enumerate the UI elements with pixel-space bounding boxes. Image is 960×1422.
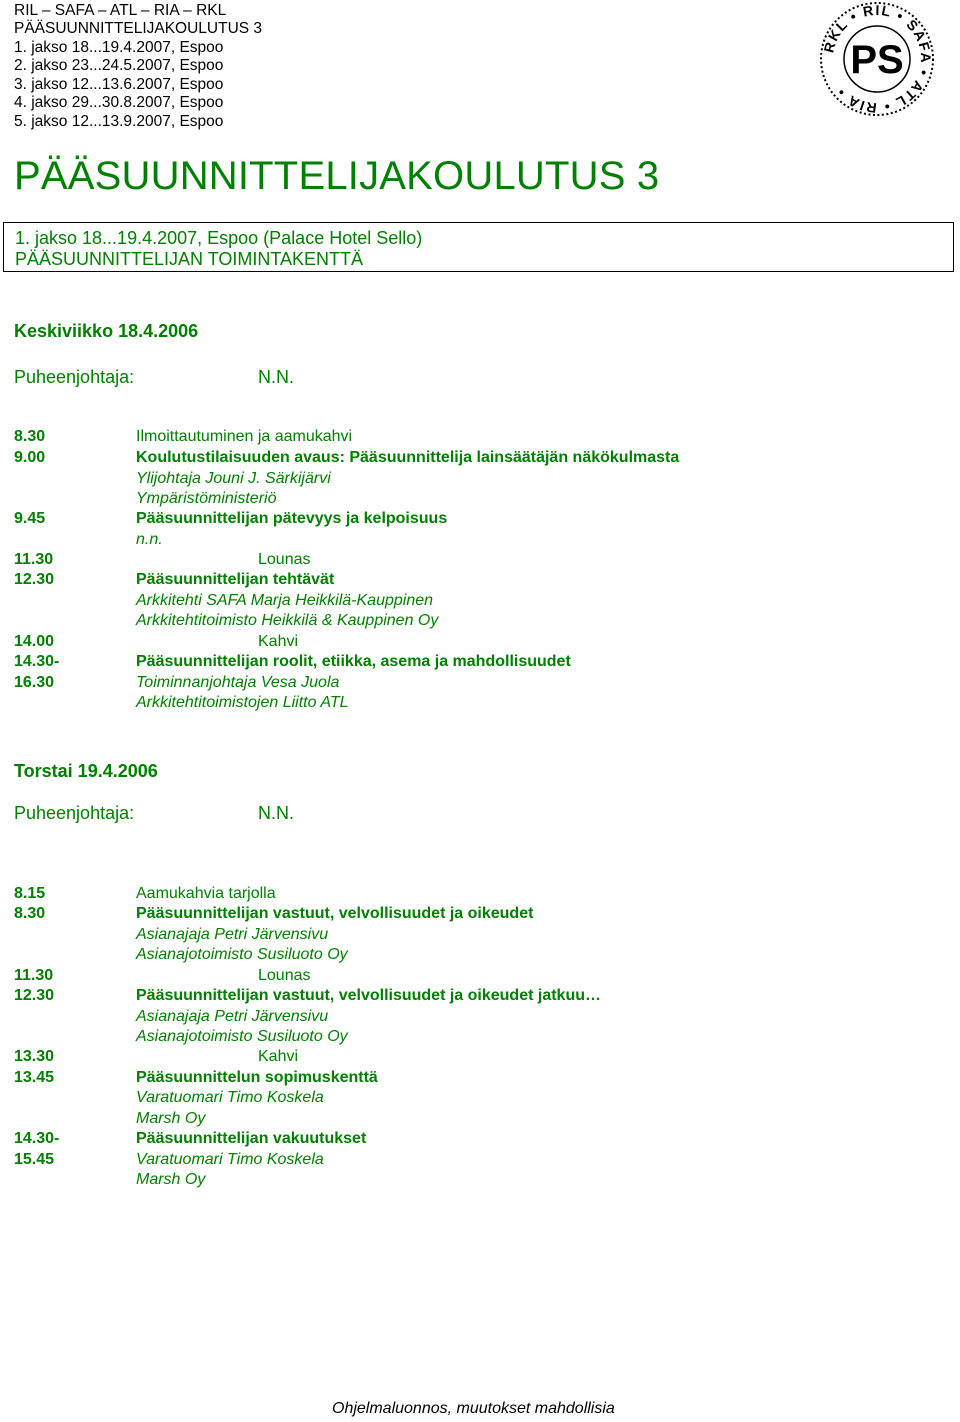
schedule-time: 15.45 — [14, 1151, 55, 1168]
seal-center-text: PS — [850, 38, 904, 82]
speaker-name: Asianajaja Petri Järvensivu — [136, 926, 329, 943]
page-title: PÄÄSUUNNITTELIJAKOULUTUS 3 — [14, 154, 660, 198]
chair-value: N.N. — [258, 803, 294, 823]
speaker-name: Ylijohtaja Jouni J. Särkijärvi — [136, 470, 331, 487]
schedule-time: 8.30 — [14, 428, 46, 445]
speaker-organization: Ympäristöministeriö — [136, 490, 277, 507]
speaker-organization: Asianajotoimisto Susiluoto Oy — [136, 946, 348, 963]
schedule-item: Ilmoittautuminen ja aamukahvi — [136, 428, 353, 445]
schedule-time: 11.30 — [14, 551, 54, 568]
schedule-time: 14.30- — [14, 653, 60, 670]
schedule-time: 8.30 — [14, 905, 46, 922]
schedule-time: 14.00 — [14, 633, 55, 650]
schedule-item: Pääsuunnittelun sopimuskenttä — [136, 1069, 378, 1086]
header-course-name: PÄÄSUUNNITTELIJAKOULUTUS 3 — [14, 20, 263, 37]
header-period-5: 5. jakso 12...13.9.2007, Espoo — [14, 113, 224, 130]
schedule-item: Pääsuunnittelijan vastuut, velvollisuudet ja oikeudet — [136, 905, 534, 922]
schedule-item: Pääsuunnittelijan vastuut, velvollisuudet ja oikeudet jatkuu… — [136, 987, 601, 1004]
period-theme: PÄÄSUUNNITTELIJAN TOIMINTAKENTTÄ — [15, 249, 364, 269]
footer-note: Ohjelmaluonnos, muutokset mahdollisia — [332, 1400, 615, 1417]
seal-ring-text: RKL • RIL • SAFA • ATL • RIA • — [820, 1, 935, 117]
schedule-time: 9.45 — [14, 510, 46, 527]
day-heading: Torstai 19.4.2006 — [14, 761, 158, 781]
speaker-name: n.n. — [136, 531, 163, 548]
break-item: Lounas — [258, 551, 311, 568]
speaker-organization: Marsh Oy — [136, 1171, 206, 1188]
speaker-organization: Marsh Oy — [136, 1110, 206, 1127]
schedule-time: 13.45 — [14, 1069, 55, 1086]
header-period-1: 1. jakso 18...19.4.2007, Espoo — [14, 39, 224, 56]
day-heading: Keskiviikko 18.4.2006 — [14, 321, 199, 341]
schedule-time: 11.30 — [14, 967, 54, 984]
speaker-name: Varatuomari Timo Koskela — [136, 1151, 324, 1168]
speaker-name: Asianajaja Petri Järvensivu — [136, 1008, 329, 1025]
speaker-name: Arkkitehti SAFA Marja Heikkilä-Kauppinen — [136, 592, 434, 609]
header-period-3: 3. jakso 12...13.6.2007, Espoo — [14, 76, 224, 93]
header-organizations: RIL – SAFA – ATL – RIA – RKL — [14, 2, 227, 19]
schedule-item: Pääsuunnittelijan roolit, etiikka, asema ja mahdollisuudet — [136, 653, 571, 670]
chair-label: Puheenjohtaja: — [14, 367, 135, 387]
header-period-2: 2. jakso 23...24.5.2007, Espoo — [14, 57, 224, 74]
speaker-name: Varatuomari Timo Koskela — [136, 1089, 324, 1106]
schedule-time: 12.30 — [14, 571, 55, 588]
schedule-time: 9.00 — [14, 449, 46, 466]
schedule-item: Pääsuunnittelijan pätevyys ja kelpoisuus — [136, 510, 448, 527]
break-item: Kahvi — [258, 1048, 299, 1065]
schedule-time: 13.30 — [14, 1048, 55, 1065]
chair-label: Puheenjohtaja: — [14, 803, 135, 823]
schedule-time: 14.30- — [14, 1130, 60, 1147]
ps-seal-logo — [818, 0, 936, 118]
header-period-4: 4. jakso 29...30.8.2007, Espoo — [14, 94, 224, 111]
schedule-time: 12.30 — [14, 987, 55, 1004]
break-item: Kahvi — [258, 633, 299, 650]
speaker-organization: Asianajotoimisto Susiluoto Oy — [136, 1028, 348, 1045]
schedule-item: Pääsuunnittelijan vakuutukset — [136, 1130, 367, 1147]
period-dates: 1. jakso 18...19.4.2007, Espoo (Palace Hotel Sello) — [15, 228, 423, 248]
schedule-time: 8.15 — [14, 885, 46, 902]
schedule-item: Aamukahvia tarjolla — [136, 885, 276, 902]
schedule-item: Koulutustilaisuuden avaus: Pääsuunnittelija lainsäätäjän näkökulmasta — [136, 449, 680, 466]
break-item: Lounas — [258, 967, 311, 984]
chair-value: N.N. — [258, 367, 294, 387]
speaker-organization: Arkkitehtitoimisto Heikkilä & Kauppinen Oy — [136, 612, 439, 629]
schedule-item: Pääsuunnittelijan tehtävät — [136, 571, 335, 588]
schedule-time: 16.30 — [14, 674, 55, 691]
period-box — [3, 222, 954, 272]
speaker-organization: Arkkitehtitoimistojen Liitto ATL — [136, 694, 349, 711]
speaker-name: Toiminnanjohtaja Vesa Juola — [136, 674, 340, 691]
